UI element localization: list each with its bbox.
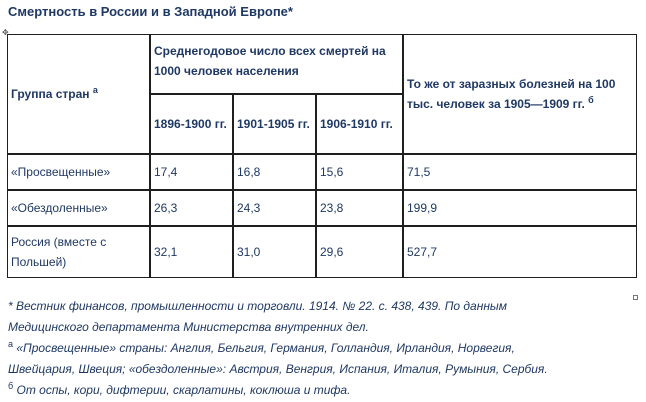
footnotes — [8, 296, 633, 401]
footnote-b-mark: б — [8, 381, 14, 391]
document-title: Смертность в России и в Западной Европе* — [8, 4, 293, 19]
table-row — [7, 190, 637, 226]
mortality-table — [7, 34, 637, 278]
footnote-a-mark: а — [8, 339, 14, 349]
value-cell: 16,8 — [233, 154, 316, 190]
row-group-cell: Россия (вместе с Польшей) — [7, 226, 150, 278]
footnote-a-text: «Просвещенные» страны: Англия, Бельгия, Германия, Голландия, Ирландия, Норвегия, — [13, 341, 515, 355]
avg-deaths-header-label: Среднегодовое число всех смертей на 1000 человек населения — [154, 44, 386, 78]
value-cell: 527,7 — [403, 226, 637, 278]
value-cell: 24,3 — [233, 190, 316, 226]
value-cell: 26,3 — [150, 190, 233, 226]
value-cell: 23,8 — [316, 190, 403, 226]
footnote-a-cont: Швейцария, Швеция; «обездоленные»: Австрия, Венгрия, Испания, Италия, Румыния, Сербия. — [8, 362, 548, 376]
footnote-a — [8, 338, 633, 359]
value-cell: 31,0 — [233, 226, 316, 278]
footnote-source: * Вестник финансов, промышленности и торговли. 1914. № 22. с. 438, 439. По данным — [8, 299, 507, 313]
group-header-cell — [7, 34, 150, 154]
value-cell: 29,6 — [316, 226, 403, 278]
table-row — [7, 154, 637, 190]
value-cell: 71,5 — [403, 154, 637, 190]
table-row — [7, 226, 637, 278]
infect-header-label: То же от заразных болезней на 100 тыс. человек за 1905—1909 гг. — [407, 77, 616, 111]
row-group-cell: «Обездоленные» — [7, 190, 150, 226]
year-1901-header: 1901-1905 гг. — [233, 94, 316, 154]
table-resize-handle-icon[interactable] — [633, 295, 638, 300]
footnote-b-text: От оспы, кори, дифтерии, скарлатины, коклюша и тифа. — [13, 383, 351, 397]
table-move-handle-icon[interactable]: ✥ — [2, 28, 9, 37]
infect-header-mark: б — [588, 95, 594, 105]
group-header-label: Группа стран — [11, 87, 93, 101]
infect-header-cell — [403, 34, 637, 154]
row-group-cell: «Просвещенные» — [7, 154, 150, 190]
year-1896-header: 1896-1900 гг. — [150, 94, 233, 154]
footnote-b — [8, 380, 633, 401]
value-cell: 199,9 — [403, 190, 637, 226]
value-cell: 32,1 — [150, 226, 233, 278]
year-1906-header: 1906-1910 гг. — [316, 94, 403, 154]
avg-deaths-header-cell — [150, 34, 403, 94]
value-cell: 17,4 — [150, 154, 233, 190]
value-cell: 15,6 — [316, 154, 403, 190]
footnote-source-cont: Медицинского департамента Министерства внутренних дел. — [8, 320, 369, 334]
group-header-mark: а — [92, 85, 98, 95]
